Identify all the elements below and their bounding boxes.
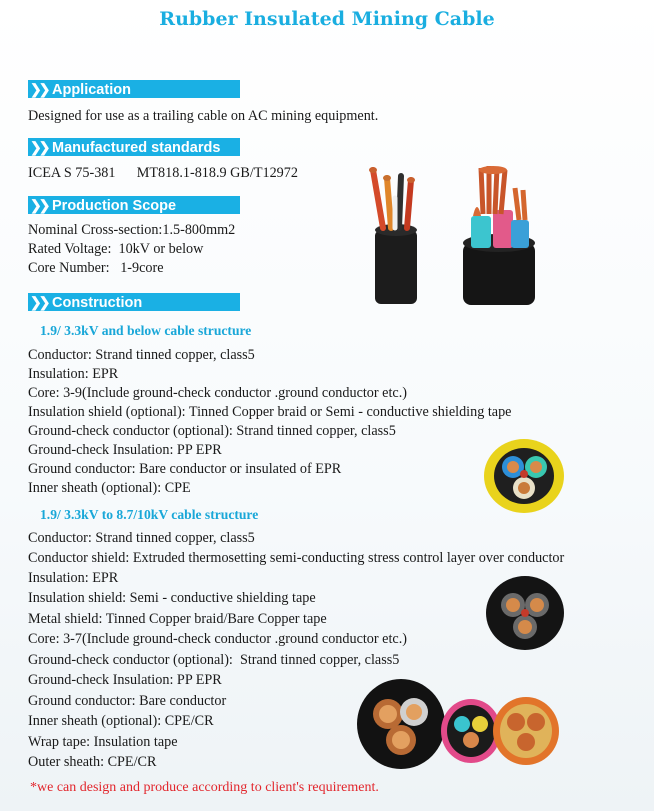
- structure-subheading-low: 1.9/ 3.3kV and below cable structure: [40, 323, 252, 338]
- construction-heading: Construction: [52, 295, 143, 311]
- structure-line: Ground-check Insulation: PP EPR: [28, 672, 222, 688]
- scope-line: Core Number: 1-9core: [28, 260, 164, 276]
- structure-line: Inner sheath (optional): CPE: [28, 480, 191, 496]
- page-title: Rubber Insulated Mining Cable: [159, 8, 495, 30]
- double-chevron-icon: ❯❯: [30, 294, 48, 310]
- scope-line: Nominal Cross-section:1.5-800mm2: [28, 222, 236, 238]
- standards-banner: [28, 138, 240, 156]
- double-chevron-icon: ❯❯: [30, 139, 48, 155]
- structure-line: Insulation shield: Semi - conductive shielding tape: [28, 590, 316, 606]
- structure-line: Inner sheath (optional): CPE/CR: [28, 713, 214, 729]
- cable-photo: [355, 158, 540, 308]
- structure-line: Conductor: Strand tinned copper, class5: [28, 530, 255, 546]
- structure-subheading-high: 1.9/ 3.3kV to 8.7/10kV cable structure: [40, 507, 259, 522]
- structure-line: Conductor shield: Extruded thermosetting semi-conducting stress control layer over conductor: [28, 550, 565, 566]
- structure-line: Ground-check conductor (optional): Strand tinned copper, class5: [28, 652, 400, 668]
- structure-line: Core: 3-7(Include ground-check conductor .ground conductor etc.): [28, 631, 407, 647]
- cable-cross-section: [485, 575, 565, 651]
- cable-cross-section: [356, 676, 566, 771]
- scope-line: Rated Voltage: 10kV or below: [28, 241, 204, 257]
- structure-line: Ground conductor: Bare conductor or insulated of EPR: [28, 461, 342, 477]
- standards-text: ICEA S 75-381 MT818.1-818.9 GB/T12972: [28, 165, 298, 181]
- double-chevron-icon: ❯❯: [30, 81, 48, 97]
- construction-banner: [28, 293, 240, 311]
- structure-line: Conductor: Strand tinned copper, class5: [28, 347, 255, 363]
- structure-line: Outer sheath: CPE/CR: [28, 754, 157, 770]
- application-heading: Application: [52, 82, 131, 98]
- structure-line: Metal shield: Tinned Copper braid/Bare Copper tape: [28, 611, 327, 627]
- structure-line: Wrap tape: Insulation tape: [28, 734, 178, 750]
- scope-banner: [28, 196, 240, 214]
- structure-line: Ground-check conductor (optional): Strand tinned copper, class5: [28, 423, 396, 439]
- structure-line: Ground-check Insulation: PP EPR: [28, 442, 222, 458]
- application-text: Designed for use as a trailing cable on AC mining equipment.: [28, 108, 379, 124]
- structure-line: Insulation shield (optional): Tinned Copper braid or Semi - conductive shielding tape: [28, 404, 512, 420]
- structure-line: Ground conductor: Bare conductor: [28, 693, 227, 709]
- application-banner: [28, 80, 240, 98]
- structure-line: Insulation: EPR: [28, 366, 119, 382]
- structure-line: Core: 3-9(Include ground-check conductor .ground conductor etc.): [28, 385, 407, 401]
- scope-heading: Production Scope: [52, 198, 177, 214]
- footnote: *we can design and produce according to client's requirement.: [30, 780, 379, 795]
- double-chevron-icon: ❯❯: [30, 197, 48, 213]
- cable-cross-section: [483, 437, 565, 515]
- standards-heading: Manufactured standards: [52, 140, 221, 156]
- structure-line: Insulation: EPR: [28, 570, 119, 586]
